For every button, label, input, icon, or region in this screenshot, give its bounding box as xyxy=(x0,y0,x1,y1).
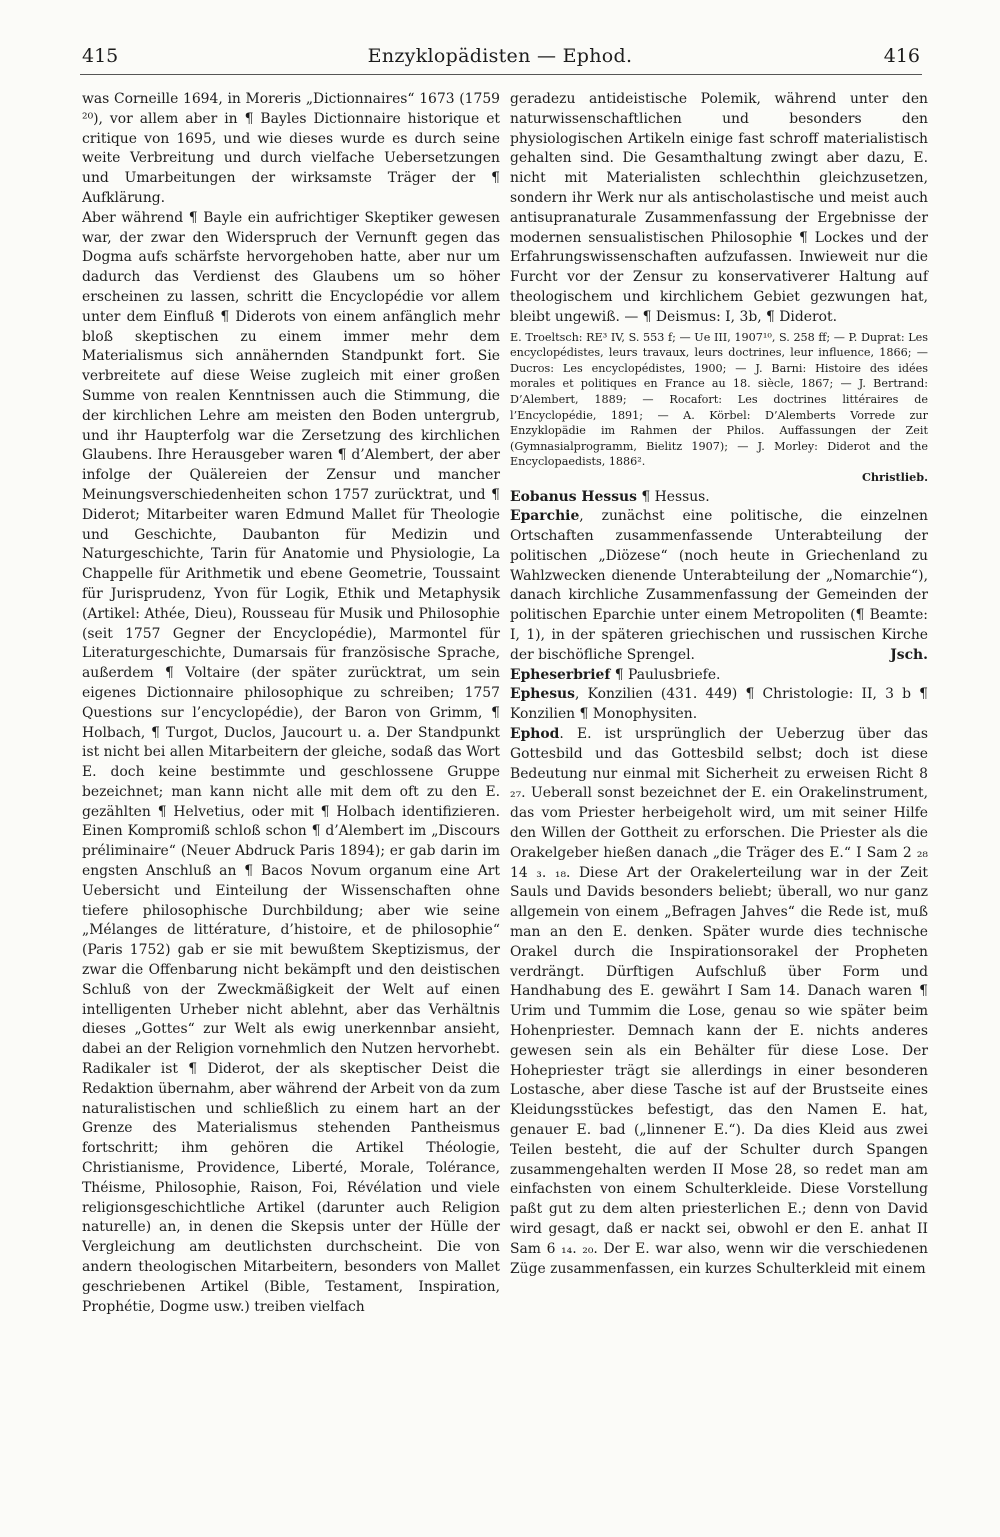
entry-term: Ephod xyxy=(510,726,560,743)
entry-author: Jsch. xyxy=(890,646,928,663)
entry-term: Eparchie xyxy=(510,508,580,525)
right-column xyxy=(510,90,928,1279)
left-column xyxy=(82,90,500,1317)
literature-author: Christlieb. xyxy=(862,469,928,484)
left-paragraph-1: was Corneille 1694, in Moreris „Dictionnaires“ 1673 (1759 ²⁰), vor allem aber in ¶ Bayles Dictionnaire historique et critique von 1695, und wie dieses wurde es durch seine weite Verbreitung und durch vielfache Uebersetzungen und Umarbeitungen der wirksamste Träger der ¶ Aufklärung. xyxy=(82,91,500,206)
entry-term: Eobanus Hessus xyxy=(510,488,637,505)
entry-text: , zunächst eine politische, die einzelnen Ortschaften zusammenfassende Unterabteilung der politischen „Diözese“ (noch heute in Griechenland zu Wahlzwecken dienende Unterabteilung der „Nomarchie“), danach kirchliche Zusammenfassung der Gemeinden der politischen Eparchie unter einem Metropoliten (¶ Beamte: I, 1), in der späteren griechischen und russischen Kirche der bischöfliche Sprengel. xyxy=(510,508,928,663)
entry-term: Epheserbrief xyxy=(510,666,611,683)
entry-text: ¶ Hessus. xyxy=(636,488,710,505)
entry-eobanus-hessus xyxy=(510,488,928,508)
entry-eparchie xyxy=(510,507,928,665)
entry-ephod xyxy=(510,725,928,1279)
literature-text: E. Troeltsch: RE³ IV, S. 553 f; — Ue III, 1907¹⁰, S. 258 ff; — P. Duprat: Les encyclopédistes, leurs travaux, leurs doctrines, leur influence, 1866; — Ducros: Les encyclopédistes, 1900; — J. Barni: Histoire des idées morales et politiques en France au 18. siècle, 1867; — J. Bertrand: D’Alembert, 1889; — Rocafort: Les doctrines littéraires de l’Encyclopédie, 1891; — A. Körbel: D’Alemberts Vorrede zur Enzyklopädie im Rahmen der Philos. Auffassungen der Zeit (Gymnasialprogramm, Bielitz 1907); — J. Morley: Diderot and the Encyclopaedists, 1886². xyxy=(510,330,928,469)
entry-epheserbrief xyxy=(510,666,928,686)
entry-ephesus xyxy=(510,685,928,725)
page-number-left: 415 xyxy=(82,45,119,67)
entry-text: , Konzilien (431. 449) ¶ Christologie: II, 3 b ¶ Konzilien ¶ Monophysiten. xyxy=(510,686,928,723)
literature-references xyxy=(510,330,928,486)
running-title: Enzyklopädisten — Ephod. xyxy=(367,45,633,67)
page-number-right: 416 xyxy=(883,45,920,67)
right-paragraph-1: geradezu antideistische Polemik, während unter den naturwissenschaftlichen und besonders den physiologischen Artikeln einige fast schroff materialistisch gehalten sind. Die Gesamthaltung zwingt aber dazu, E. nicht mit Materialisten schlechthin gleichzusetzen, sondern ihr Werk nur als antischolastische und meist auch antisupranaturale Zusammenfassung der Ergebnisse der modernen sensualistischen Philosophie ¶ Lockes und der Erfahrungswissenschaften aufzufassen. Inwieweit nur die Furcht vor der Zensur zu konservativerer Haltung auf theologischem und kirchlichem Gebiet gezwungen hat, bleibt ungewiß. — ¶ Deismus: I, 3b, ¶ Diderot. xyxy=(510,91,928,325)
entry-text: . E. ist ursprünglich der Ueberzug über das Gottesbild und das Gottesbild selbst; doch ist diese Bedeutung nur einmal mit Sicherheit zu erweisen Richt 8 ₂₇. Ueberall sonst bezeichnet der E. ein Orakelinstrument, das vom Priester herbeigeholt wird, um mit seiner Hilfe den Willen der Gottheit zu erforschen. Die Priester als die Orakelgeber hießen danach „die Träger des E.“ I Sam 2 ₂₈ 14 ₃. ₁₈. Diese Art der Orakelerteilung war in der Zeit Sauls und Davids besonders beliebt; überall, wo nur ganz allgemein von einem „Befragen Jahves“ die Rede ist, muß man an den E. denken. Später wurde dies technische Orakel durch die Inspirationsorakel der Propheten verdrängt. Dürftigen Aufschluß über Form und Handhabung des E. gewährt I Sam 14. Danach waren ¶ Urim und Tummim die Lose, genau so wie später beim Hohenpriester. Demnach kann der E. nichts anderes gewesen sein als ein Behälter für diese Lose. Der Hohepriester trägt sie allerdings in einer besonderen Lostasche, aber diese Tasche ist auf der Brustseite eines Kleidungsstückes befestigt, das den Namen E. hat, genauer E. bad („linnener E.“). Da dies Kleid aus zwei Teilen besteht, die auf der Schulter durch Spangen zusammengehalten werden II Mose 28, so redet man am einfachsten von einem Schulterkleide. Diese Vorstellung paßt gut zu dem alten priesterlichen E.; denn von David wird gesagt, daß er nackt sei, obwohl er den E. anhat II Sam 6 ₁₄. ₂₀. Der E. war also, wenn wir die verschiedenen Züge zusammenfassen, ein kurzes Schulterkleid mit einem xyxy=(510,726,928,1277)
header-rule xyxy=(80,74,922,75)
entry-term: Ephesus xyxy=(510,686,575,703)
left-paragraph-2: Aber während ¶ Bayle ein aufrichtiger Skeptiker gewesen war, der zwar den Widerspruch der Vernunft gegen das Dogma aufs schärfste hervorgehoben hatte, aber nur um dadurch das Verdienst des Glaubens um so höher erscheinen zu lassen, schritt die Encyclopédie vor allem unter dem Einfluß ¶ Diderots von einem anfänglich mehr bloß skeptischen zu einem immer mehr dem Materialismus sich annähernden Standpunkt fort. Sie verbreitete auf diese Weise zugleich mit einer großen Summe von realen Kenntnissen auch die Stimmung, die der kirchlichen Lehre am meisten den Boden untergrub, und ihr Haupterfolg war die Zersetzung des kirchlichen Glaubens. Ihre Herausgeber waren ¶ d’Alembert, der aber infolge der Quälereien der Zensur und mancher Meinungsverschiedenheiten schon 1757 zurücktrat, und ¶ Diderot; Mitarbeiter waren Edmund Mallet für Theologie und Geschichte, Daubanton für Medizin und Naturgeschichte, Tarin für Anatomie und Physiologie, La Chappelle für Arithmetik und ebene Geometrie, Toussaint für Jurisprudenz, Yvon für Logik, Ethik und Metaphysik (Artikel: Athée, Dieu), Rousseau für Musik und Philosophie (seit 1757 Gegner der Encyclopédie), Marmontel für Literaturgeschichte, Dumarsais für französische Sprache, außerdem ¶ Voltaire (der später zurücktrat, um sein eigenes Dictionnaire philosophique zu schreiben; 1757 Questions sur l’encyclopédie), der Baron von Grimm, ¶ Holbach, ¶ Turgot, Duclos, Jaucourt u. a. Der Standpunkt ist nicht bei allen Mitarbeitern der gleiche, sodaß das Wort E. doch keine bestimmte und geschlossene Gruppe bezeichnet; man kann nicht alle mit dem oft zu den E. gezählten ¶ Helvetius, oder mit ¶ Holbach identifizieren. Einen Kompromiß schloß schon ¶ d’Alembert im „Discours préliminaire“ (Neuer Abdruck Paris 1894); er gab darin im engsten Anschluß an ¶ Bacos Novum organum eine Art Uebersicht und Einteilung der Wissenschaften ohne tiefere philosophische Durchbildung; aber wie seine „Mélanges de littérature, d’histoire, et de philosophie“ (Paris 1752) gab er sie mit bewußtem Skeptizismus, der zwar die Offenbarung nicht bekämpft und den deistischen Schluß von der Zweckmäßigkeit der Welt auf einen intelligenten Urheber nicht ablehnt, aber das Verhältnis dieses „Gottes“ zur Welt als ewig unerkennbar ansieht, dabei an der Religion vornehmlich den Nutzen hervorhebt. Radikaler ist ¶ Diderot, der als skeptischer Deist die Redaktion übernahm, aber während der Arbeit von da zum naturalistischen und schließlich zu einem hart an der Grenze des Materialismus stehenden Pantheismus fortschritt; ihm gehören die Artikel Théologie, Christianisme, Providence, Liberté, Morale, Tolérance, Théisme, Philosophie, Raison, Foi, Révélation und viele religionsgeschichtliche Artikel (darunter auch Religion naturelle) an, in denen die Skepsis unter der Hülle der Vergleichung am deutlichsten durchscheint. Die von andern theologischen Mitarbeitern, besonders von Mallet geschriebenen Artikel (Bible, Testament, Inspiration, Prophétie, Dogme usw.) treiben vielfach xyxy=(82,209,500,1315)
entry-text: ¶ Paulusbriefe. xyxy=(610,666,721,683)
